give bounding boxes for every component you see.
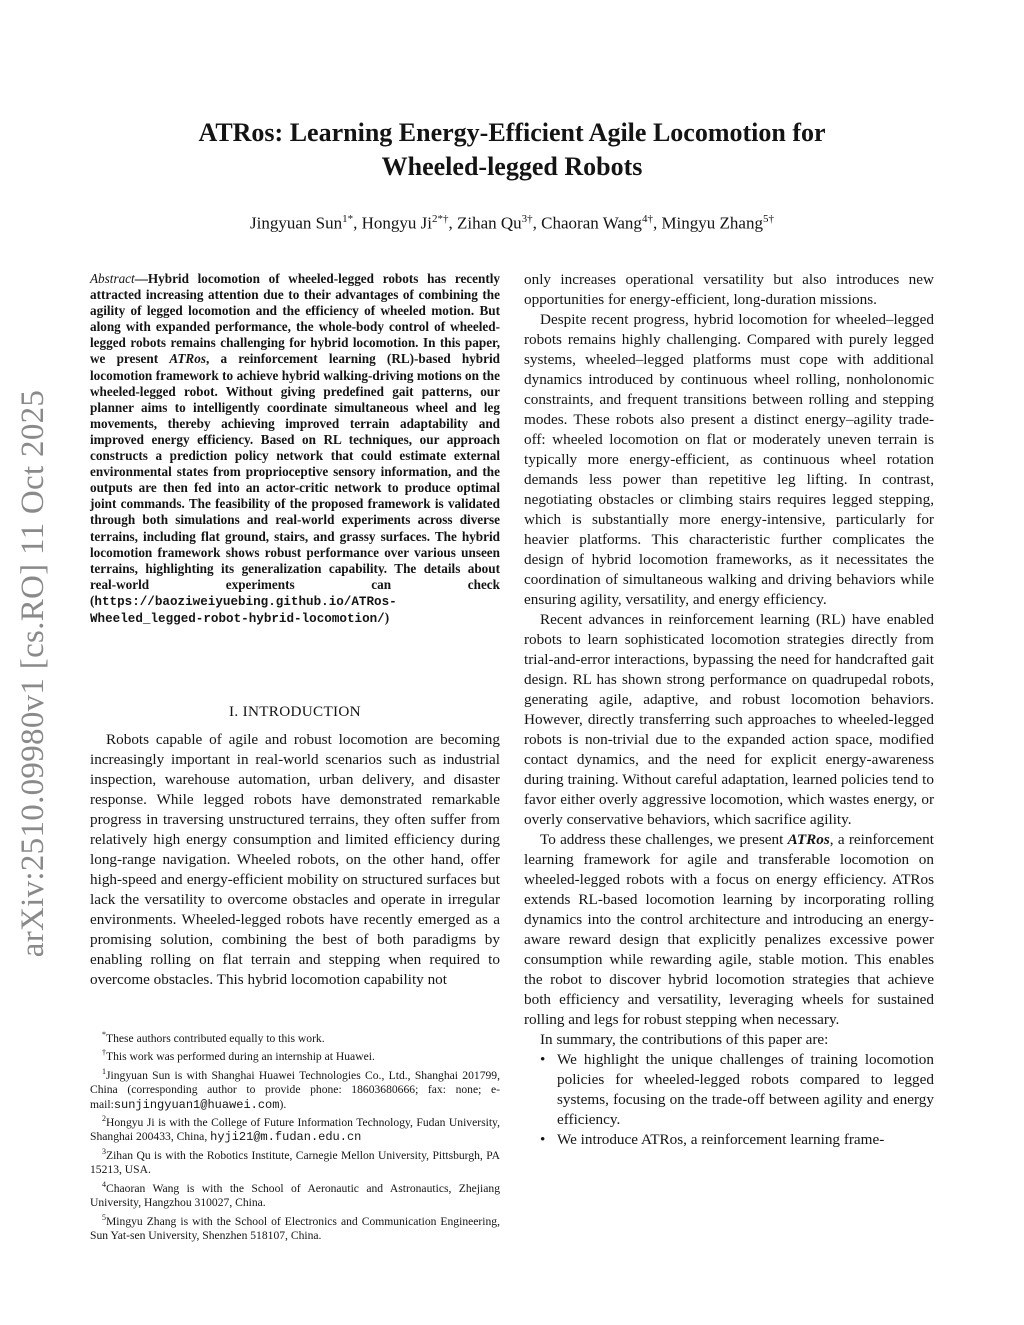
intro-right-column xyxy=(524,270,934,1150)
title-line-2: Wheeled-legged Robots xyxy=(381,152,643,181)
abstract-text: ) xyxy=(384,609,390,625)
arxiv-side-stamp xyxy=(10,378,58,968)
abstract-method-name: ATRos xyxy=(169,351,206,367)
footnote: $^1$Jingyuan Sun is with Shanghai Huawei Technologies Co., Ltd., Shanghai 201799, China (corresponding author to provide phone: 18603680666; fax: none; e-mail:sunjingyuan1@huawei.com). xyxy=(90,1066,500,1112)
abstract-text: Hybrid locomotion of wheeled-legged robots has recently attracted increasing attention due to their advantages of combining the agility of legged locomotion and the efficiency of wheeled motion. But along with expanded performance, the whole-body control of wheeled-legged robots remains challenging for hybrid locomotion. In this paper, we present xyxy=(90,271,500,367)
list-item: • We introduce ATRos, a reinforcement learning frame- xyxy=(524,1130,934,1150)
intro-paragraph: Despite recent progress, hybrid locomotion for wheeled–legged robots remains highly challenging. Compared with purely legged systems, wheeled–legged platforms must cope with additional dynamics introduced by continuous wheel rolling, nonholonomic constraints, and frequent transitions between rolling and stepping modes. These robots also present a distinct energy–agility trade-off: wheeled locomotion on flat or moderately uneven terrain is typically more energy-efficient, as continuous wheel rotation demands less power than repetitive leg lifting. In contrast, negotiating obstacles or climbing stairs requires legged stepping, which is substantially more energy-intensive, particularly for heavier platforms. This characteristic further complicates the design of hybrid locomotion frameworks, as it necessitates the coordination of simultaneous walking and driving behaviors while ensuring agility, versatility, and energy efficiency. xyxy=(524,311,934,608)
intro-paragraph: Recent advances in reinforcement learning (RL) have enabled robots to learn sophisticated locomotion strategies directly from trial-and-error interactions, bypassing the need for handcrafted gait design. RL has shown strong performance on quadrupedal robots, generating agile, adaptive, and robust locomotion behaviors. However, directly transferring such approaches to wheeled-legged robots is non-trivial due to the expanded action space, modified contact dynamics, and the need for explicit energy-awareness during training. Without careful adaptation, learned policies tend to favor either overly aggressive locomotion, which wastes energy, or overly conservative behaviors, which sacrifice agility. xyxy=(524,611,934,828)
footnote: *These authors contributed equally to this work. xyxy=(102,1030,325,1045)
abstract-text: , a reinforcement learning (RL)-based hybrid locomotion framework to achieve hybrid walking-driving motions on the wheeled-legged robot. Without giving predefined gait patterns, our planner aims to intelligently coordinate simultaneous wheel and leg movements, thereby achieving improved terrain adaptability and improved energy efficiency. Based on RL techniques, our approach constructs a prediction policy network that could estimate external environmental states from proprioceptive sensory information, and the outputs are then fed into an actor-critic network to produce optimal joint commands. The feasibility of the proposed framework is validated through both simulations and real-world experiments across diverse terrains, including flat ground, stairs, and grassy surfaces. The hybrid locomotion framework shows robust performance over various unseen terrains, highlighting its generalization capability. The details about real-world experiments can check ( xyxy=(90,351,500,608)
intro-paragraph: In summary, the contributions of this paper are: xyxy=(540,1031,829,1048)
intro-paragraph: Robots capable of agile and robust locomotion are becoming increasingly important in real-world scenarios such as industrial inspection, warehouse automation, urban delivery, and disaster response. While legged robots have demonstrated remarkable progress in traversing unstructured terrains, they often suffer from relatively high energy consumption and limited efficiency during long-range navigation. Wheeled robots, on the other hand, offer high-speed and energy-efficient mobility on structured surfaces but lack the versatility to overcome obstacles and operate in irregular environments. Wheeled-legged robots have recently emerged as a promising solution, combining the best of both paradigms by enabling rolling on flat terrain and stepping when required to overcome obstacles. This hybrid locomotion capability not xyxy=(90,731,500,988)
footnote: $^5$Mingyu Zhang is with the School of Electronics and Communication Engineering, Sun Yat-sen University, Shenzhen 518107, China. xyxy=(90,1212,500,1243)
contribution-list xyxy=(524,1050,934,1150)
paper-title xyxy=(150,116,874,184)
author-mark: 1* xyxy=(342,213,354,225)
footnote: $^3$Zihan Qu is with the Robotics Institute, Carnegie Mellon University, Pittsburgh, PA 15213, USA. xyxy=(90,1146,500,1177)
intro-paragraph: only increases operational versatility but also introduces new opportunities for energy-efficient, long-duration missions. xyxy=(524,271,934,308)
abstract-dash: — xyxy=(134,271,148,286)
abstract-label: Abstract xyxy=(90,271,135,286)
arxiv-id-text: arXiv:2510.09980v1 [cs.RO] 11 Oct 2025 xyxy=(15,389,52,957)
author-mark: 3† xyxy=(521,213,533,225)
footnote: $^4$Chaoran Wang is with the School of Aeronautic and Astronautics, Zhejiang University, Hangzhou 310027, China. xyxy=(90,1179,500,1210)
method-name: ATRos xyxy=(787,831,830,848)
footnotes xyxy=(90,1028,500,1244)
email-link[interactable]: sunjingyuan1@huawei.com xyxy=(113,1097,280,1112)
author-name: Jingyuan Sun xyxy=(250,213,343,233)
author-name: Mingyu Zhang xyxy=(661,213,763,233)
footnote: $^2$Hongyu Ji is with the College of Future Information Technology, Fudan University, Shanghai 200433, China, hyji21@m.fudan.edu.cn xyxy=(90,1114,500,1145)
title-line-1: ATRos: Learning Energy-Efficient Agile Locomotion for xyxy=(198,118,826,147)
author-list: Jingyuan Sun$^{1*}$, Hongyu $Ji^{2*\dagger}$, Zihan $Qu^{3\dagger}$, Chaoran Wang$^{4\dagger}$, Mingyu Zhang$^{5\dagger}$ xyxy=(250,213,774,233)
intro-left-column xyxy=(90,730,500,990)
abstract xyxy=(90,271,500,627)
author-name: Zihan Qu xyxy=(456,213,522,233)
author-name: Hongyu Ji xyxy=(361,213,432,233)
email-link[interactable]: hyji21@m.fudan.edu.cn xyxy=(210,1130,362,1145)
author-name: Chaoran Wang xyxy=(541,213,642,233)
intro-paragraph: To address these challenges, we present ATRos, a reinforcement learning framework for agile and transferable locomotion on wheeled-legged robots with a focus on energy efficiency. ATRos extends RL-based locomotion learning by incorporating rolling dynamics into the control architecture and introducing an energy-aware reward design that explicitly penalizes excessive power consumption while rewarding agile, stable motion. This enables the robot to discover hybrid locomotion strategies that achieve both efficiency and versatility, leveraging wheels for sustained rolling and legs for robust stepping when necessary. xyxy=(524,831,934,1028)
list-item: • We highlight the unique challenges of training locomotion policies for wheeled-legged robots compared to legged systems, focusing on the trade-off between agility and energy efficiency. xyxy=(524,1050,934,1130)
author-mark: 4† xyxy=(641,213,653,225)
section-heading-introduction: I. INTRODUCTION xyxy=(229,703,361,720)
footnote: †This work was performed during an internship at Huawei. xyxy=(102,1048,375,1064)
author-mark: 2*† xyxy=(431,213,449,225)
author-mark: 5† xyxy=(762,213,774,225)
project-url-link[interactable]: https://baoziweiyuebing.github.io/ATRos-Wheeled_legged-robot-hybrid-locomotion/ xyxy=(90,594,397,626)
